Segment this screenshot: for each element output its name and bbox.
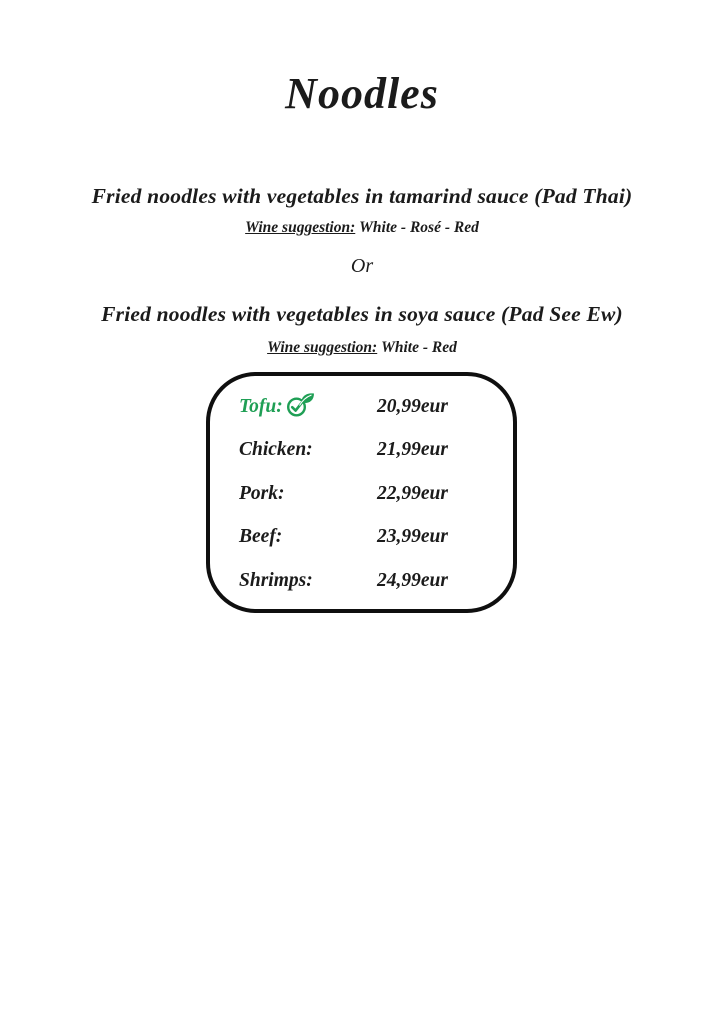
- item-label: Tofu:: [239, 396, 315, 418]
- item-price: 21,99eur: [377, 439, 448, 461]
- or-separator: Or: [350, 255, 374, 277]
- wine-suggestion-options: White - Rosé - Red: [359, 219, 479, 236]
- menu-item-row-shrimps: [239, 559, 479, 603]
- menu-item-row-chicken: [239, 429, 479, 473]
- wine-suggestion-line: [0, 339, 724, 357]
- wine-suggestion-label: Wine suggestion:: [245, 219, 356, 236]
- menu-item-row-pork: [239, 472, 479, 516]
- item-price: 22,99eur: [377, 482, 448, 504]
- wine-suggestion-options: White - Red: [381, 339, 457, 356]
- dish-name-pad-see-ew: Fried noodles with vegetables in soya sauce (Pad See Ew): [101, 302, 623, 326]
- menu-item-row-beef: [239, 516, 479, 560]
- dish-name-pad-thai: Fried noodles with vegetables in tamarind sauce (Pad Thai): [91, 184, 633, 208]
- item-price: 23,99eur: [377, 526, 448, 548]
- vegan-checkmark-leaf-icon: [285, 392, 315, 418]
- menu-item-row-tofu: [239, 385, 479, 429]
- wine-suggestion-label: Wine suggestion:: [267, 339, 378, 356]
- item-price: 20,99eur: [377, 395, 448, 417]
- item-label: Beef:: [239, 526, 283, 548]
- item-label: Chicken:: [239, 439, 313, 461]
- item-label: Shrimps:: [239, 569, 313, 591]
- item-price: 24,99eur: [377, 569, 448, 591]
- page-title: Noodles: [285, 69, 439, 118]
- item-label: Pork:: [239, 482, 285, 504]
- wine-suggestion-line: [0, 219, 724, 237]
- price-box: [206, 372, 517, 613]
